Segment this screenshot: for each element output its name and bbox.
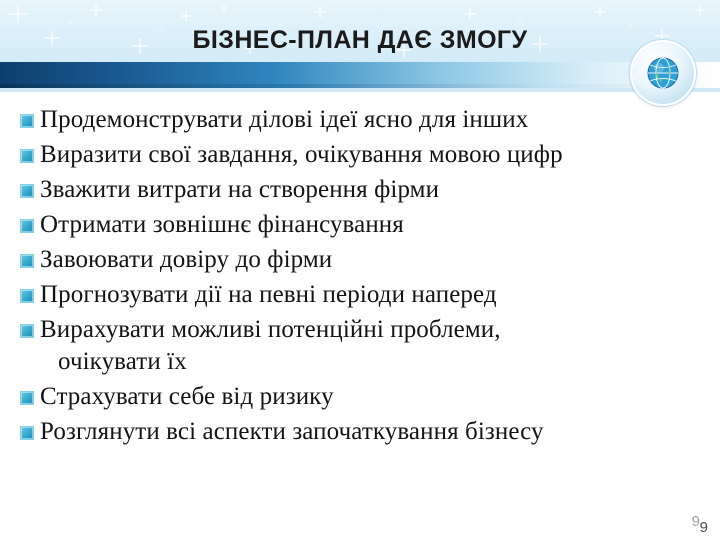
banner-gradient-stripe [0, 62, 720, 84]
bullet-square-icon [14, 416, 40, 440]
globe-icon [642, 52, 684, 94]
list-item-text: Продемонструвати ділові ідеї ясно для інших [40, 106, 529, 133]
list-item-text: Страхувати себе від ризику [40, 383, 334, 410]
list-item-text: Зважити витрати на створення фірми [40, 176, 440, 203]
page-title: БІЗНЕС-ПЛАН ДАЄ ЗМОГУ [192, 26, 528, 54]
list-item [14, 416, 710, 448]
bullet-square-icon [14, 244, 40, 268]
list-item [14, 381, 710, 413]
bullet-square-icon [14, 104, 40, 128]
list-item-text: Розглянути всі аспекти започаткування бізнесу [40, 418, 544, 445]
page-number: 9 [699, 519, 708, 536]
list-item-text: Завоювати довіру до фірми [40, 246, 333, 273]
list-item-text: Прогнозувати дії на певні періоди наперед [40, 281, 497, 308]
list-item [14, 104, 710, 136]
page-number-shadow: 9 [691, 513, 700, 530]
banner-gradient-underline [0, 84, 720, 88]
globe-badge [630, 40, 696, 106]
bullet-list [14, 104, 710, 451]
bullet-square-icon [14, 381, 40, 405]
list-item [14, 314, 710, 378]
list-item-text: Отримати зовнішнє фінансування [40, 211, 404, 238]
list-item-text: Виразити свої завдання, очікування мовою цифр [40, 141, 563, 168]
list-item [14, 174, 710, 206]
list-item [14, 244, 710, 276]
title-banner [0, 0, 720, 92]
bullet-square-icon [14, 279, 40, 303]
list-item [14, 209, 710, 241]
list-item [14, 139, 710, 171]
bullet-square-icon [14, 174, 40, 198]
list-item [14, 279, 710, 311]
bullet-square-icon [14, 314, 40, 338]
list-item-text-line2: очікувати їх [58, 348, 187, 375]
list-item-text-line1: Вирахувати можливі потенційні проблеми, [40, 316, 501, 343]
bullet-square-icon [14, 209, 40, 233]
list-item-text [40, 314, 710, 378]
bullet-square-icon [14, 139, 40, 163]
